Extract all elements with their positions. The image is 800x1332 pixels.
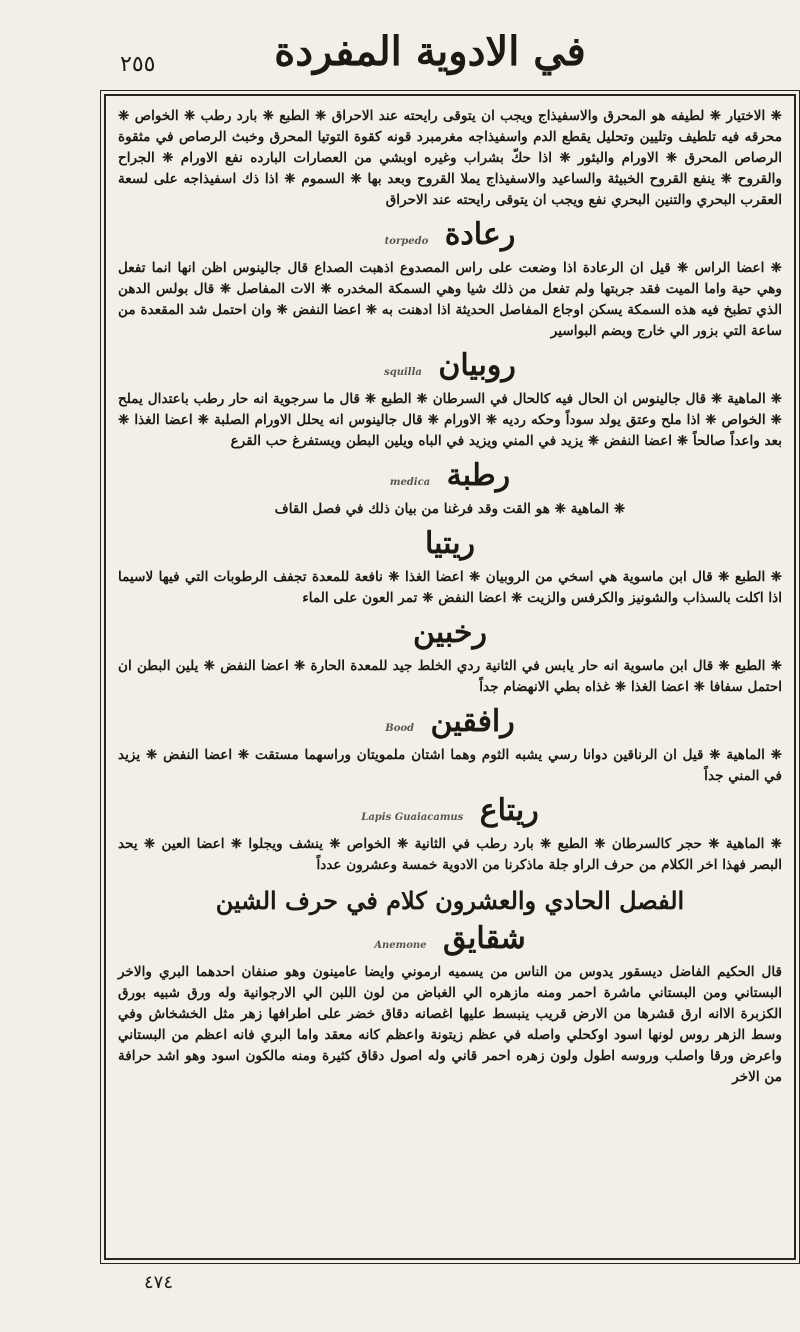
section-heading: الفصل الحادي والعشرون كلام في حرف الشين	[215, 886, 685, 915]
entry-title	[118, 526, 782, 561]
entry-body: ❈ الماهية ❈ هو القت وقد فرغنا من بيان ذلك في فصل القاف	[274, 501, 626, 517]
page-number: ٢٥٥	[120, 52, 156, 77]
entry-body: ❈ اعضا الراس ❈ قيل ان الرعادة اذا وضعت على راس المصدوع اذهبت الصداع قال جالينوس اظن انها انما تفعل وهي حية واما الميت فقد جربتها ولم تفعل من ذلك شيا وهي السمكة المخدره ❈ الات المفاصل ❈ قال بولس الدهن الذي تطبخ فيه هذه السمكة يسكن اوجاع المفاصل الحديثة اذا ادهنت به ❈ اعضا النفض ❈ وان احتمل شد المقعدة من ساعة التي بزور الي خارج وبضم البواسير	[118, 260, 782, 339]
entry-body: ❈ الماهية ❈ قيل ان الرناقين دوانا رسي يشبه الثوم وهما اشتان ملمويتان وراسهما مستقت ❈ اعضا النفض ❈ يزيد في المني جداً	[118, 747, 782, 784]
entry-title	[118, 704, 782, 739]
entry-rafiqin	[118, 704, 782, 787]
page-header	[100, 22, 760, 92]
entry-ritaa	[118, 793, 782, 876]
entry-title-text: شقايق	[442, 921, 526, 956]
entry-title-text: رافقين	[430, 704, 515, 739]
entry-latin-note: Bood	[385, 723, 415, 734]
entry-title	[118, 217, 782, 252]
entry-title-text: روبيان	[438, 348, 516, 383]
entry-continuation	[118, 106, 782, 211]
entry-body: قال الحكيم الفاضل ديسقور يدوس من الناس من يسميه ارموني وايضا عامينون وهو صنفان احدهما البري والاخر البستاني ومن البستاني ماشرة احمر ومنه مازهره الي الغباض من لون اللبن الي الارجوانية وله ورق شبيه بورق الكزبرة الاانه ارق قشرها من الارض قريب ينبسط عليها اغصانه دقاق خضر على اطرافها زهر مثل الخشخاش وفي وسط الزهر روس لونها اسود اوكحلي واصله في عظم زيتونة واعظم كانه معقد واما البري فانه اعظم من البستاني واعرض ورقا واصلب وروسه اطول ولون زهره احمر قاني وله اصول دقاق كثيرة ومنه مالكون اسود وهو اشد حرافة من الاخر	[118, 964, 782, 1085]
entry-latin-note: squilla	[384, 367, 422, 378]
running-title: في الادوية المفردة	[274, 28, 586, 75]
entry-title	[118, 793, 782, 828]
entry-rakhbin	[118, 615, 782, 698]
entry-title	[118, 348, 782, 383]
text-frame	[104, 94, 796, 1260]
entry-title	[118, 921, 782, 956]
entry-title	[118, 615, 782, 650]
entry-ratba	[118, 458, 782, 520]
entry-title-text: رطبة	[446, 458, 511, 493]
entry-raada	[118, 217, 782, 342]
entry-shaqayiq	[118, 921, 782, 1088]
entry-rubiyan	[118, 348, 782, 452]
entry-latin-note: Anemone	[374, 940, 427, 951]
entry-title	[118, 458, 782, 493]
entry-ritiya	[118, 526, 782, 609]
entry-body: ❈ الاختيار ❈ لطيفه هو المحرق والاسفيذاج ويجب ان يتوقى رايحته عند الاحراق ❈ الطبع ❈ بارد رطب ❈ الخواص ❈ محرقه فيه تلطيف وتليين وتحليل يقطع الدم واسفيذاجه مغرمبرد قونه كقوة التوتيا المحرق وخبث الرصاص في مثقوة الرصاص المحرق ❈ الاورام والبثور ❈ اذا حكّ بشراب وغيره اوبشي من العصارات البارده نفع الاورام ❈ الجراح والقروح ❈ ينفع القروح الخبيثة والساعيد والاسفيذاج يملا القروح وبعد بها ❈ السموم ❈ اذا ذك اسفيذاجه على لسعة العقرب البحري والتنين البحري نفع ويجب ان يتوقى رايحته عند الاحراق	[118, 108, 782, 208]
signature-mark: ٤٧٤	[144, 1272, 174, 1293]
entry-body: ❈ الماهية ❈ حجر كالسرطان ❈ الطبع ❈ بارد رطب في الثانية ❈ الخواص ❈ ينشف ويجلوا ❈ اعضا العين ❈ يحد البصر فهذا اخر الكلام من حرف الراو جلة ماذكرنا من الادوية خمسة وعشرون عدداً	[118, 836, 782, 873]
entry-body: ❈ الطبع ❈ قال ابن ماسوية هي اسخي من الروبيان ❈ اعضا الغذا ❈ نافعة للمعدة تجفف الرطوبات التي فيها لاسيما اذا اكلت بالسذاب والشونيز والكرفس والزيت ❈ اعضا النفض ❈ تمر العون على الماء	[118, 569, 782, 606]
entry-title-text: رخبين	[413, 615, 487, 650]
entry-body: ❈ الماهية ❈ قال جالينوس ان الحال فيه كالحال في السرطان ❈ الطبع ❈ قال ما سرجوية انه حار رطب باعتدال يملح ❈ الخواص ❈ اذا ملح وعتق يولد سوداً وحكه رديه ❈ الاورام ❈ قال جالينوس انه يحلل الاورام الصلبة ❈ اعضا الغذا ❈ بعد واعداً صالحاً ❈ اعضا النفض ❈ يزيد في المني ويزيد في الباه ويلين البطن ويستفرغ حب القرع	[118, 391, 782, 449]
entry-latin-note: Lapis Guaiacamus	[361, 812, 464, 823]
entry-title-text: رعادة	[444, 217, 516, 252]
entry-latin-note: torpedo	[384, 236, 429, 247]
entry-title-text: ريتاع	[479, 793, 539, 828]
entry-latin-note: medica	[389, 477, 431, 488]
entry-body: ❈ الطبع ❈ قال ابن ماسوية انه حار يابس في الثانية ردي الخلط جيد للمعدة الحارة ❈ اعضا النفض ❈ يلين البطن ان احتمل سفافا ❈ اعضا الغذا ❈ غذاه بطي الانهضام جداً	[118, 658, 782, 695]
entry-title-text: ريتيا	[424, 526, 476, 561]
